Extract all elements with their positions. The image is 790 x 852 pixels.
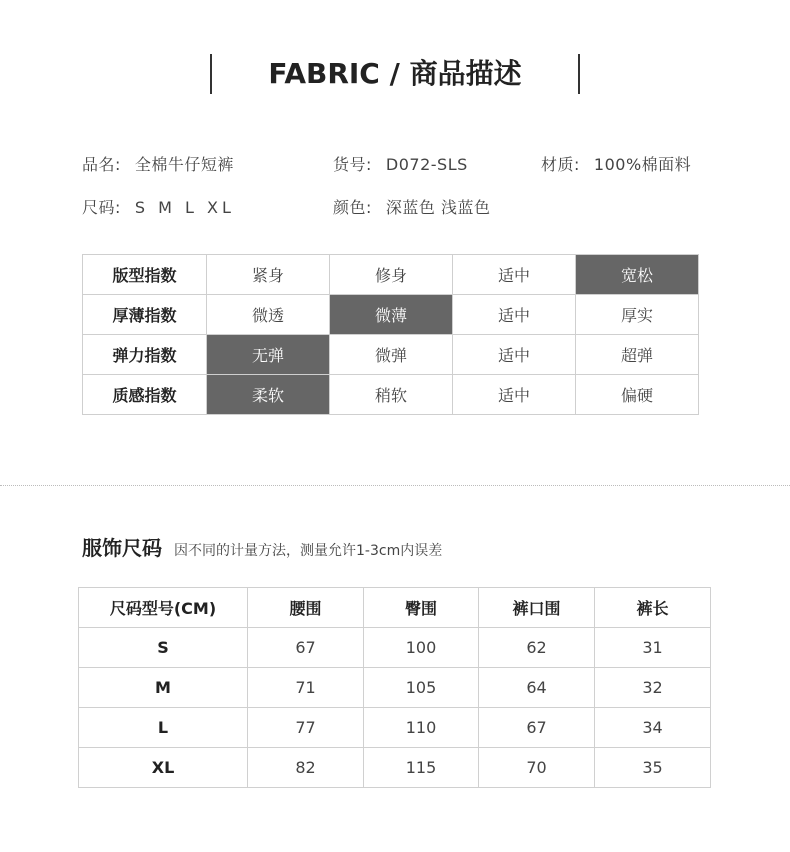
sizes-value: S M L XL [134,198,235,217]
index-cell: 微弹 [330,335,453,375]
column-header: 裤口围 [479,588,595,628]
index-cell: 厚实 [576,295,699,335]
product-name-label: 品名: [82,155,121,174]
column-header: 臀围 [364,588,479,628]
sizes-label: 尺码: [82,198,121,217]
size-label-cell: L [79,708,248,748]
index-cell: 适中 [453,255,576,295]
table-cell: 105 [364,668,479,708]
fabric-index-table [82,254,699,415]
table-cell: 77 [248,708,364,748]
index-cell: 微透 [207,295,330,335]
table-row [79,748,711,788]
item-number-value: D072-SLS [385,155,468,174]
table-cell: 34 [595,708,711,748]
index-cell: 适中 [453,375,576,415]
item-number-label: 货号: [333,155,372,174]
table-row [79,708,711,748]
table-cell: 32 [595,668,711,708]
index-row-label: 弹力指数 [83,335,207,375]
size-label-cell: S [79,628,248,668]
product-name [82,152,234,175]
index-cell-selected: 微薄 [330,295,453,335]
index-row-fit [83,255,699,295]
size-label-cell: M [79,668,248,708]
index-cell: 偏硬 [576,375,699,415]
index-cell: 适中 [453,295,576,335]
index-cell: 修身 [330,255,453,295]
page-title: FABRIC / 商品描述 [268,57,522,90]
table-cell: 115 [364,748,479,788]
table-cell: 62 [479,628,595,668]
colors-label: 颜色: [333,198,372,217]
table-cell: 70 [479,748,595,788]
section-divider [0,485,790,486]
index-cell: 超弹 [576,335,699,375]
product-name-value: 全棉牛仔短裤 [134,155,234,174]
table-cell: 67 [248,628,364,668]
column-header: 腰围 [248,588,364,628]
index-row-texture [83,375,699,415]
index-cell: 稍软 [330,375,453,415]
index-row-label: 质感指数 [83,375,207,415]
index-row-label: 厚薄指数 [83,295,207,335]
table-cell: 71 [248,668,364,708]
size-label-cell: XL [79,748,248,788]
index-cell-selected: 宽松 [576,255,699,295]
index-cell: 紧身 [207,255,330,295]
index-cell-selected: 无弹 [207,335,330,375]
column-header: 裤长 [595,588,711,628]
table-cell: 110 [364,708,479,748]
size-section-title: 服饰尺码 [82,536,162,560]
column-header: 尺码型号(CM) [79,588,248,628]
index-cell-selected: 柔软 [207,375,330,415]
size-section-heading [82,534,442,562]
table-cell: 100 [364,628,479,668]
size-table [78,587,711,788]
table-row [79,668,711,708]
item-number [333,152,468,175]
table-cell: 31 [595,628,711,668]
material [541,152,691,175]
table-cell: 64 [479,668,595,708]
material-label: 材质: [541,155,580,174]
table-cell: 35 [595,748,711,788]
table-cell: 82 [248,748,364,788]
size-section-note: 因不同的计量方法，测量允许1-3cm内误差 [174,543,443,559]
index-row-label: 版型指数 [83,255,207,295]
size-table-header [79,588,711,628]
table-cell: 67 [479,708,595,748]
index-cell: 适中 [453,335,576,375]
index-row-stretch [83,335,699,375]
material-value: 100%棉面料 [593,155,692,174]
table-row [79,628,711,668]
sizes [82,195,235,218]
index-row-thickness [83,295,699,335]
title-right-bar [578,54,580,94]
colors-value: 深蓝色 浅蓝色 [385,198,491,217]
colors [333,195,491,218]
